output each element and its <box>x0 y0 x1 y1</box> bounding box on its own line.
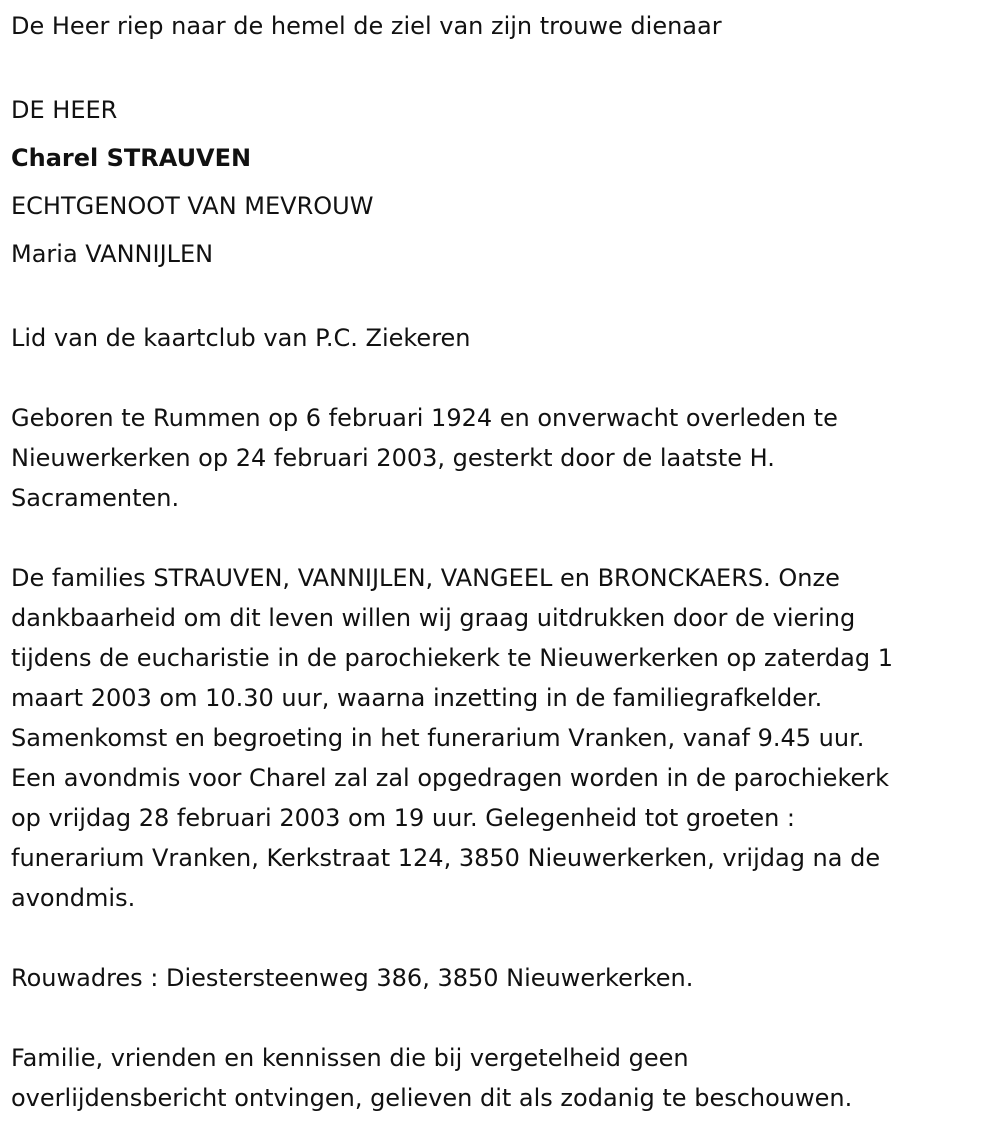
deceased-name: Charel STRAUVEN <box>11 144 252 172</box>
paragraph-line: Sacramenten. <box>11 484 180 512</box>
paragraph-line: op vrijdag 28 februari 2003 om 19 uur. Gelegenheid tot groeten : <box>11 804 796 832</box>
paragraph-line: tijdens de eucharistie in de parochiekerk te Nieuwerkerken op zaterdag 1 <box>11 644 893 672</box>
birth-death-paragraph <box>11 398 990 518</box>
closing-paragraph <box>11 1038 990 1118</box>
paragraph-line: Nieuwerkerken op 24 februari 2003, gesterkt door de laatste H. <box>11 444 775 472</box>
families-paragraph <box>11 558 990 918</box>
paragraph-line: avondmis. <box>11 884 136 912</box>
spouse-label: ECHTGENOOT VAN MEVROUW <box>11 192 374 220</box>
paragraph-line: Samenkomst en begroeting in het funerarium Vranken, vanaf 9.45 uur. <box>11 724 865 752</box>
membership-line: Lid van de kaartclub van P.C. Ziekeren <box>11 324 471 352</box>
paragraph-line: maart 2003 om 10.30 uur, waarna inzetting in de familiegrafkelder. <box>11 684 823 712</box>
spouse-name: Maria VANNIJLEN <box>11 240 214 268</box>
paragraph-line: funerarium Vranken, Kerkstraat 124, 3850 Nieuwerkerken, vrijdag na de <box>11 844 881 872</box>
paragraph-line: dankbaarheid om dit leven willen wij graag uitdrukken door de viering <box>11 604 856 632</box>
paragraph-line: De families STRAUVEN, VANNIJLEN, VANGEEL en BRONCKAERS. Onze <box>11 564 840 592</box>
deceased-header <box>11 86 990 278</box>
paragraph-line: overlijdensbericht ontvingen, gelieven dit als zodanig te beschouwen. <box>11 1084 853 1112</box>
title-prefix: DE HEER <box>11 96 118 124</box>
paragraph-line: Geboren te Rummen op 6 februari 1924 en onverwacht overleden te <box>11 404 838 432</box>
mourning-address: Rouwadres : Diestersteenweg 386, 3850 Nieuwerkerken. <box>11 964 694 992</box>
intro-line: De Heer riep naar de hemel de ziel van zijn trouwe dienaar <box>11 12 722 40</box>
paragraph-line: Een avondmis voor Charel zal zal opgedragen worden in de parochiekerk <box>11 764 890 792</box>
paragraph-line: Familie, vrienden en kennissen die bij vergetelheid geen <box>11 1044 689 1072</box>
